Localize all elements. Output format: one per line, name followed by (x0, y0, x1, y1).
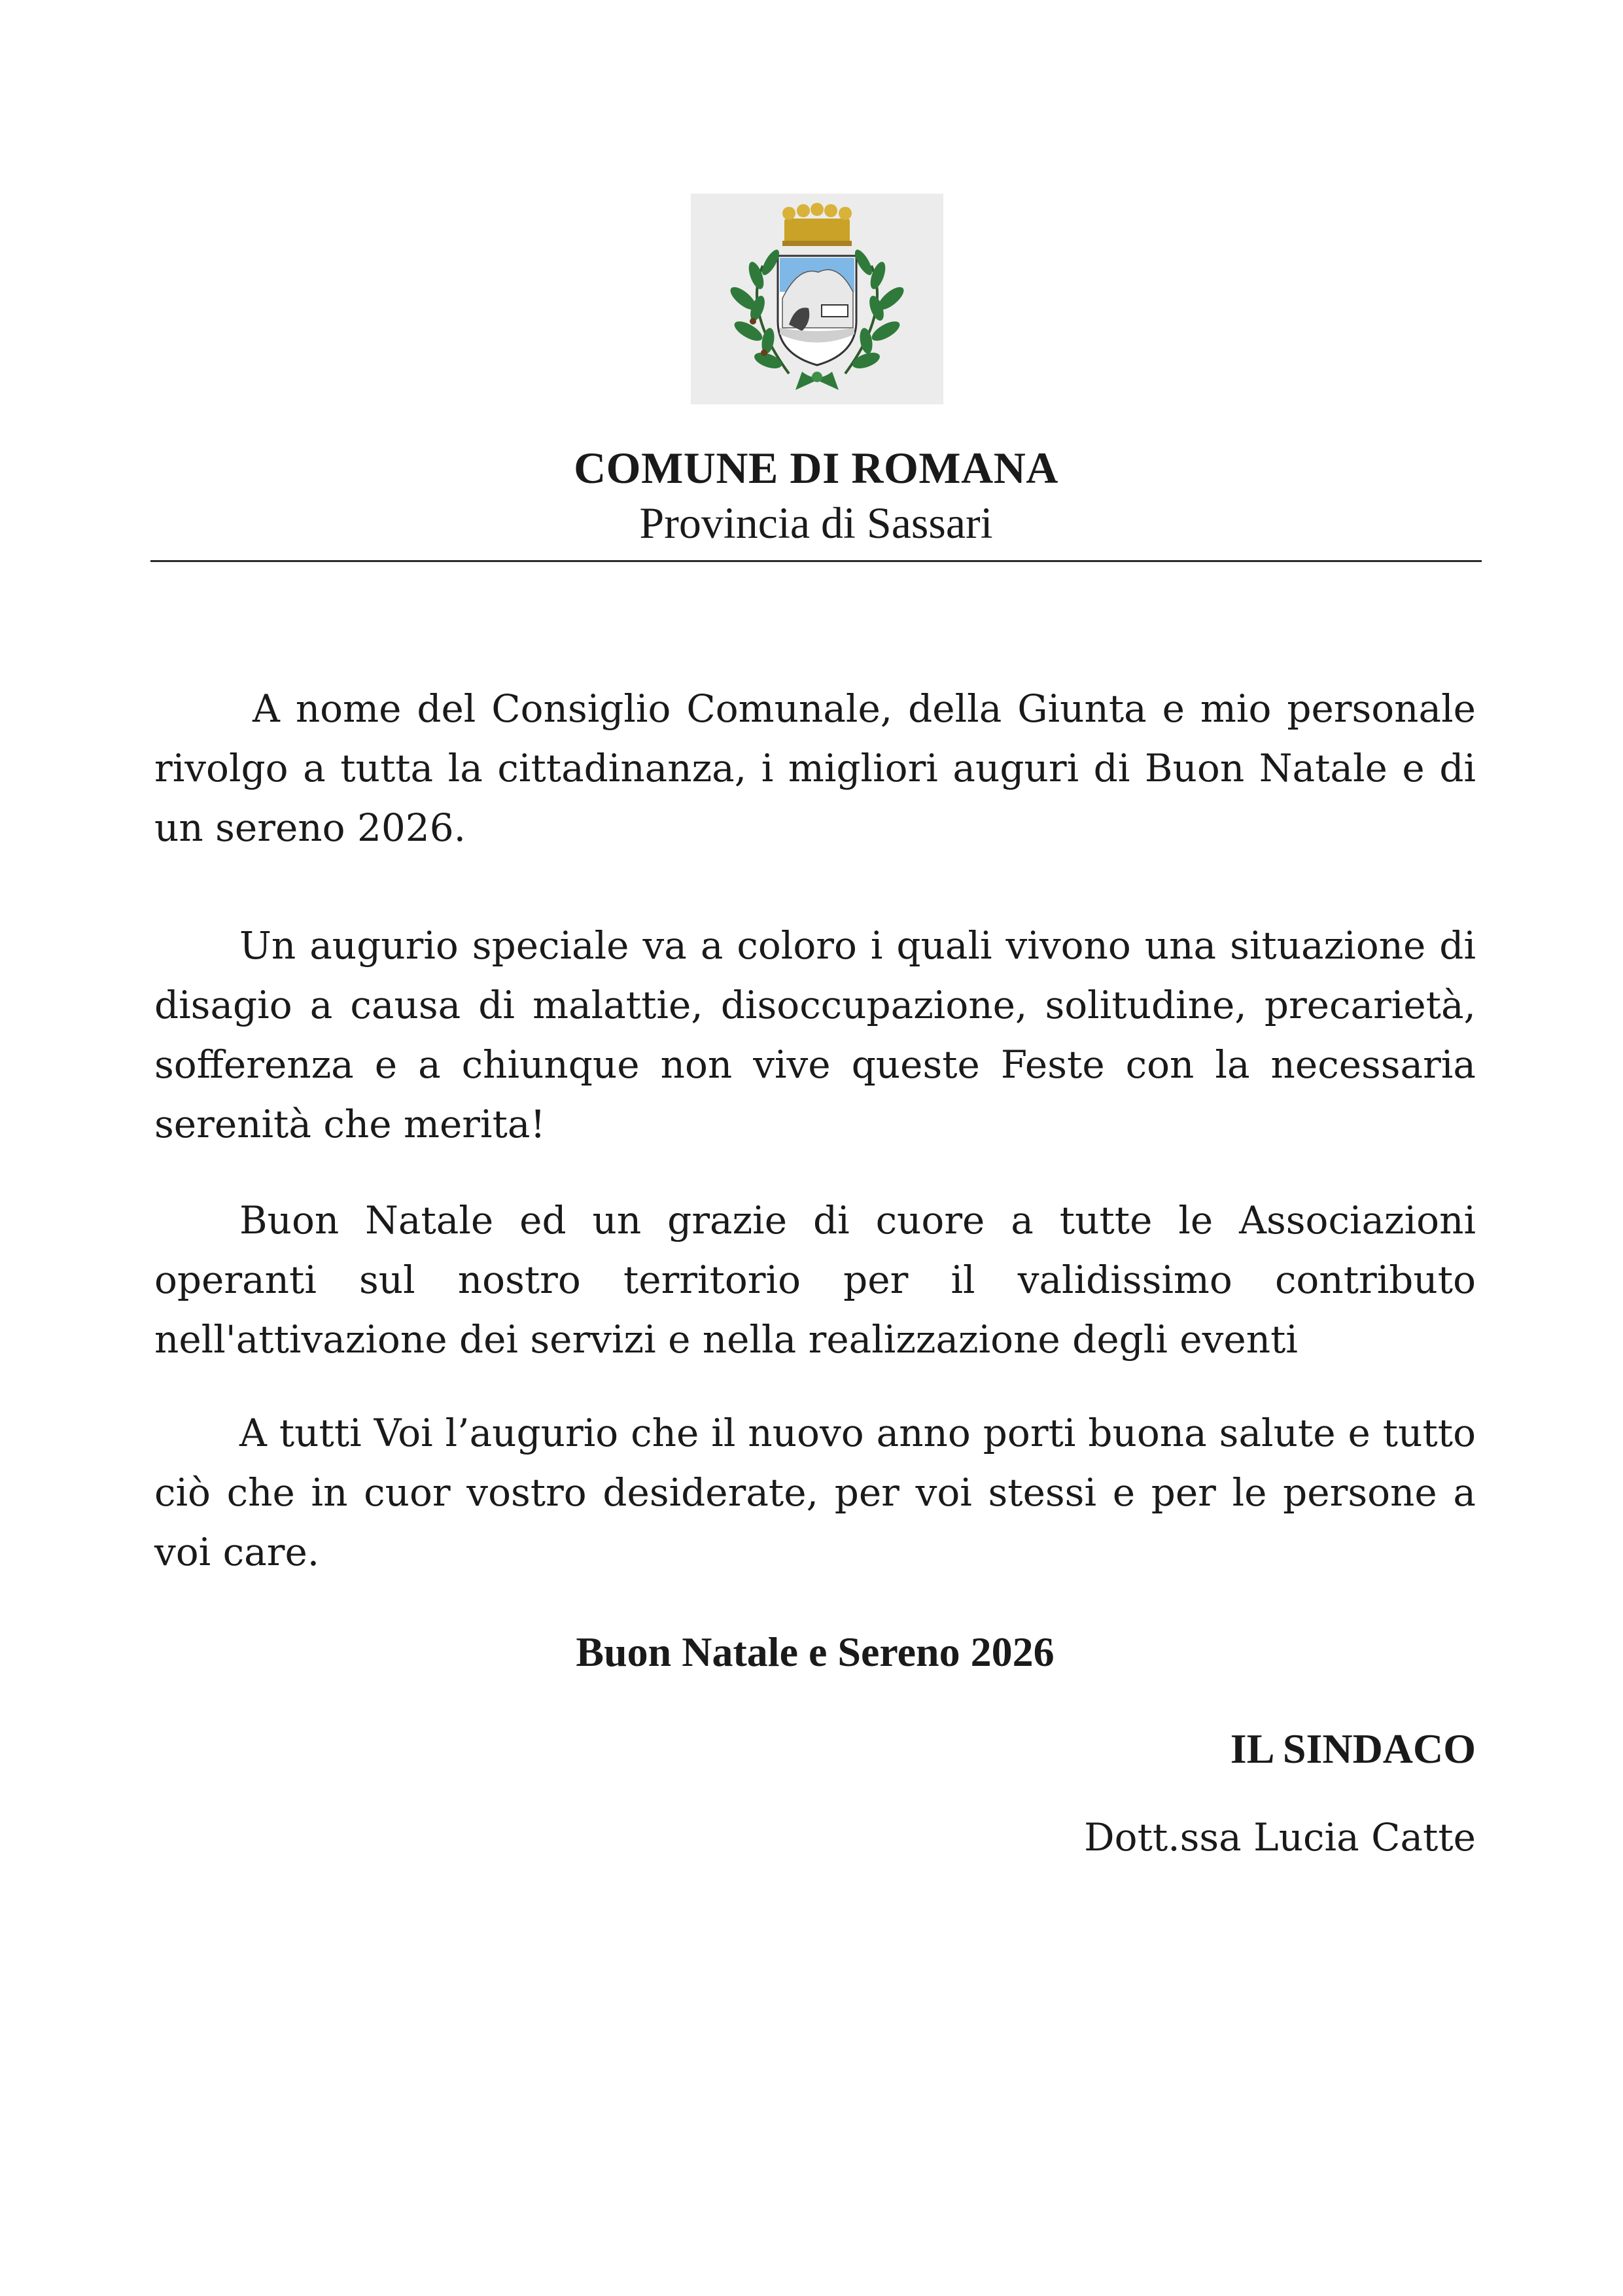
coat-of-arms-icon (691, 194, 943, 404)
signature-name: Dott.ssa Lucia Catte (1084, 1815, 1476, 1860)
shield-icon (778, 256, 856, 365)
province-name: Provincia di Sassari (639, 498, 993, 548)
header-divider (150, 560, 1482, 562)
letter-paragraph: A tutti Voi l’augurio che il nuovo anno porti buona salute e tutto ciò che in cuor vostro desiderate, per voi stessi e per le persone a voi care. (154, 1411, 1476, 1574)
letter-paragraph: Un augurio speciale va a coloro i quali vivono una situazione di disagio a causa di malattie, disoccupazione, solitudine, precarietà, sofferenza e a chiunque non vive queste Feste con la necessaria serenità che merita! (154, 923, 1476, 1146)
letter-paragraph: Buon Natale ed un grazie di cuore a tutte le Associazioni operanti sul nostro territorio per il validissimo contributo nell'attivazione dei servizi e nella realizzazione degli eventi (154, 1198, 1476, 1362)
ribbon-icon (795, 372, 839, 390)
signature-title: IL SINDACO (1230, 1725, 1476, 1772)
crown-icon (782, 203, 852, 246)
letter-paragraph: A nome del Consiglio Comunale, della Giunta e mio personale rivolgo a tutta la cittadinanza, i migliori auguri di Buon Natale e di un sereno 2026. (154, 686, 1476, 850)
organization-name: COMUNE DI ROMANA (574, 443, 1058, 493)
closing-greeting: Buon Natale e Sereno 2026 (576, 1629, 1055, 1675)
